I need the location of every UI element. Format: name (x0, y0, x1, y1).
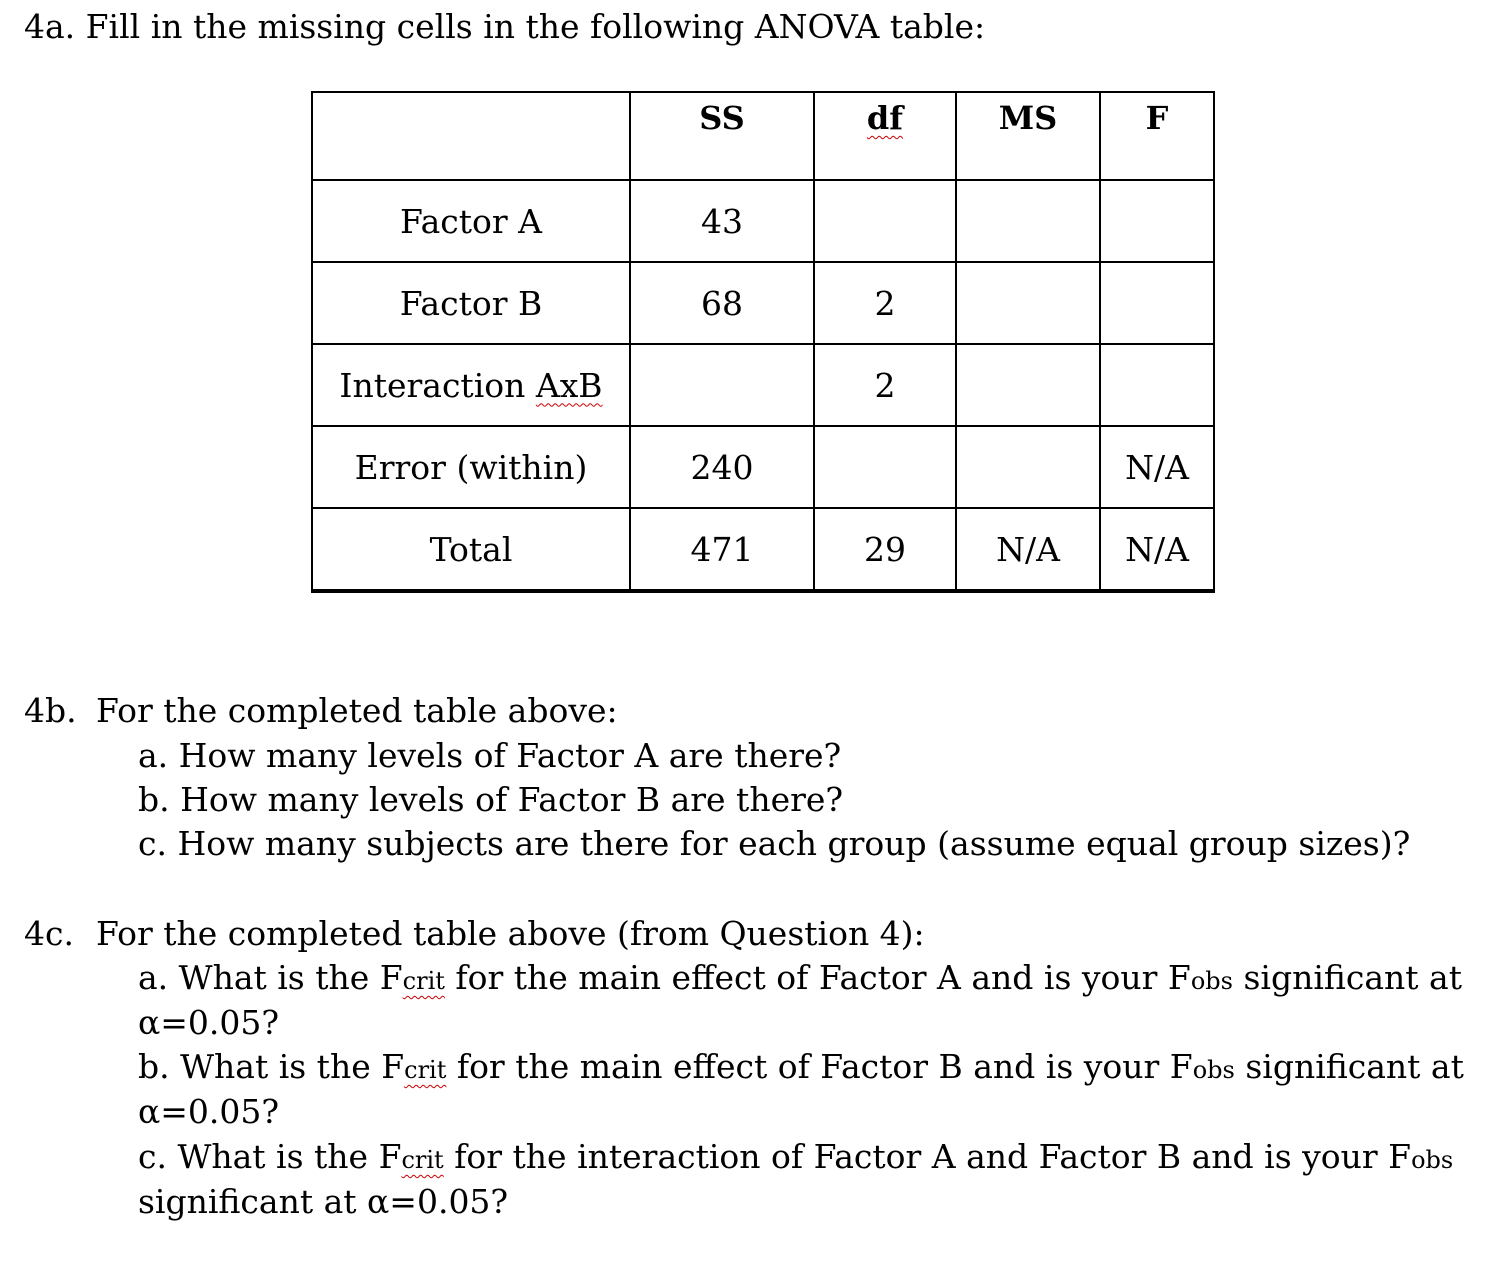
question-4c-b-line2: α=0.05? (138, 1092, 280, 1131)
fcrit-subscript: crit (402, 967, 445, 995)
cell-ms (956, 262, 1100, 344)
cell-df (814, 180, 956, 262)
anova-row-total (312, 508, 1214, 591)
header-ss: SS (630, 92, 814, 180)
anova-row-error (312, 426, 1214, 508)
cell-f: N/A (1100, 426, 1214, 508)
cell-df: 29 (814, 508, 956, 591)
question-4c-a (138, 956, 1462, 1003)
fobs-subscript: obs (1192, 1056, 1235, 1084)
cell-source: Total (312, 508, 630, 591)
question-4c-a-line2: α=0.05? (138, 1003, 280, 1042)
cell-ms: N/A (956, 508, 1100, 591)
question-4b-heading (24, 689, 618, 733)
cell-df (814, 426, 956, 508)
cell-ss: 43 (630, 180, 814, 262)
cell-ms (956, 426, 1100, 508)
question-4c-number: 4c. (24, 914, 74, 953)
cell-ms (956, 344, 1100, 426)
anova-row-factor-a (312, 180, 1214, 262)
cell-source (312, 344, 630, 426)
question-4c-c-pre: c. What is the F (138, 1137, 402, 1176)
cell-ss (630, 344, 814, 426)
question-4c-intro: For the completed table above (from Question 4): (96, 914, 925, 953)
header-source (312, 92, 630, 180)
question-4a-title: 4a. Fill in the missing cells in the following ANOVA table: (24, 7, 986, 46)
question-4c-c-line2: significant at α=0.05? (138, 1182, 509, 1221)
fcrit-subscript: crit (401, 1146, 444, 1174)
cell-ms (956, 180, 1100, 262)
cell-ss: 68 (630, 262, 814, 344)
question-4c-c-mid: for the interaction of Factor A and Factor B and is your F (443, 1137, 1412, 1176)
anova-header-row (312, 92, 1214, 180)
question-4b-a: a. How many levels of Factor A are there? (138, 736, 842, 775)
header-ms: MS (956, 92, 1100, 180)
question-4c-a-mid: for the main effect of Factor A and is your F (444, 958, 1191, 997)
question-4b-b: b. How many levels of Factor B are there? (138, 780, 844, 819)
question-4b-intro: For the completed table above: (96, 691, 618, 730)
question-4c-a-post: significant at (1232, 958, 1462, 997)
question-4b-number: 4b. (24, 691, 77, 730)
cell-source: Factor B (312, 262, 630, 344)
cell-ss: 471 (630, 508, 814, 591)
fobs-subscript: obs (1411, 1146, 1454, 1174)
header-f: F (1100, 92, 1214, 180)
question-4c-heading (24, 912, 925, 956)
question-4c-a-pre: a. What is the F (138, 958, 403, 997)
anova-table (311, 91, 1215, 593)
cell-df: 2 (814, 262, 956, 344)
fobs-subscript: obs (1190, 967, 1233, 995)
question-4b-c: c. How many subjects are there for each group (assume equal group sizes)? (138, 824, 1411, 863)
cell-df: 2 (814, 344, 956, 426)
question-4c-b (138, 1045, 1464, 1092)
cell-source: Error (within) (312, 426, 630, 508)
question-4c-c (138, 1135, 1453, 1182)
anova-row-factor-b (312, 262, 1214, 344)
question-4c-b-pre: b. What is the F (138, 1047, 405, 1086)
cell-f (1100, 180, 1214, 262)
cell-source: Factor A (312, 180, 630, 262)
fcrit-subscript: crit (404, 1056, 447, 1084)
anova-row-interaction (312, 344, 1214, 426)
interaction-term: AxB (535, 365, 603, 405)
header-df-label: df (866, 99, 904, 137)
question-4c-b-mid: for the main effect of Factor B and is your F (446, 1047, 1193, 1086)
cell-f: N/A (1100, 508, 1214, 591)
cell-f (1100, 344, 1214, 426)
header-df (814, 92, 956, 180)
question-4c-b-post: significant at (1234, 1047, 1464, 1086)
cell-source-label: Interaction AxB (339, 365, 603, 405)
cell-ss: 240 (630, 426, 814, 508)
cell-f (1100, 262, 1214, 344)
